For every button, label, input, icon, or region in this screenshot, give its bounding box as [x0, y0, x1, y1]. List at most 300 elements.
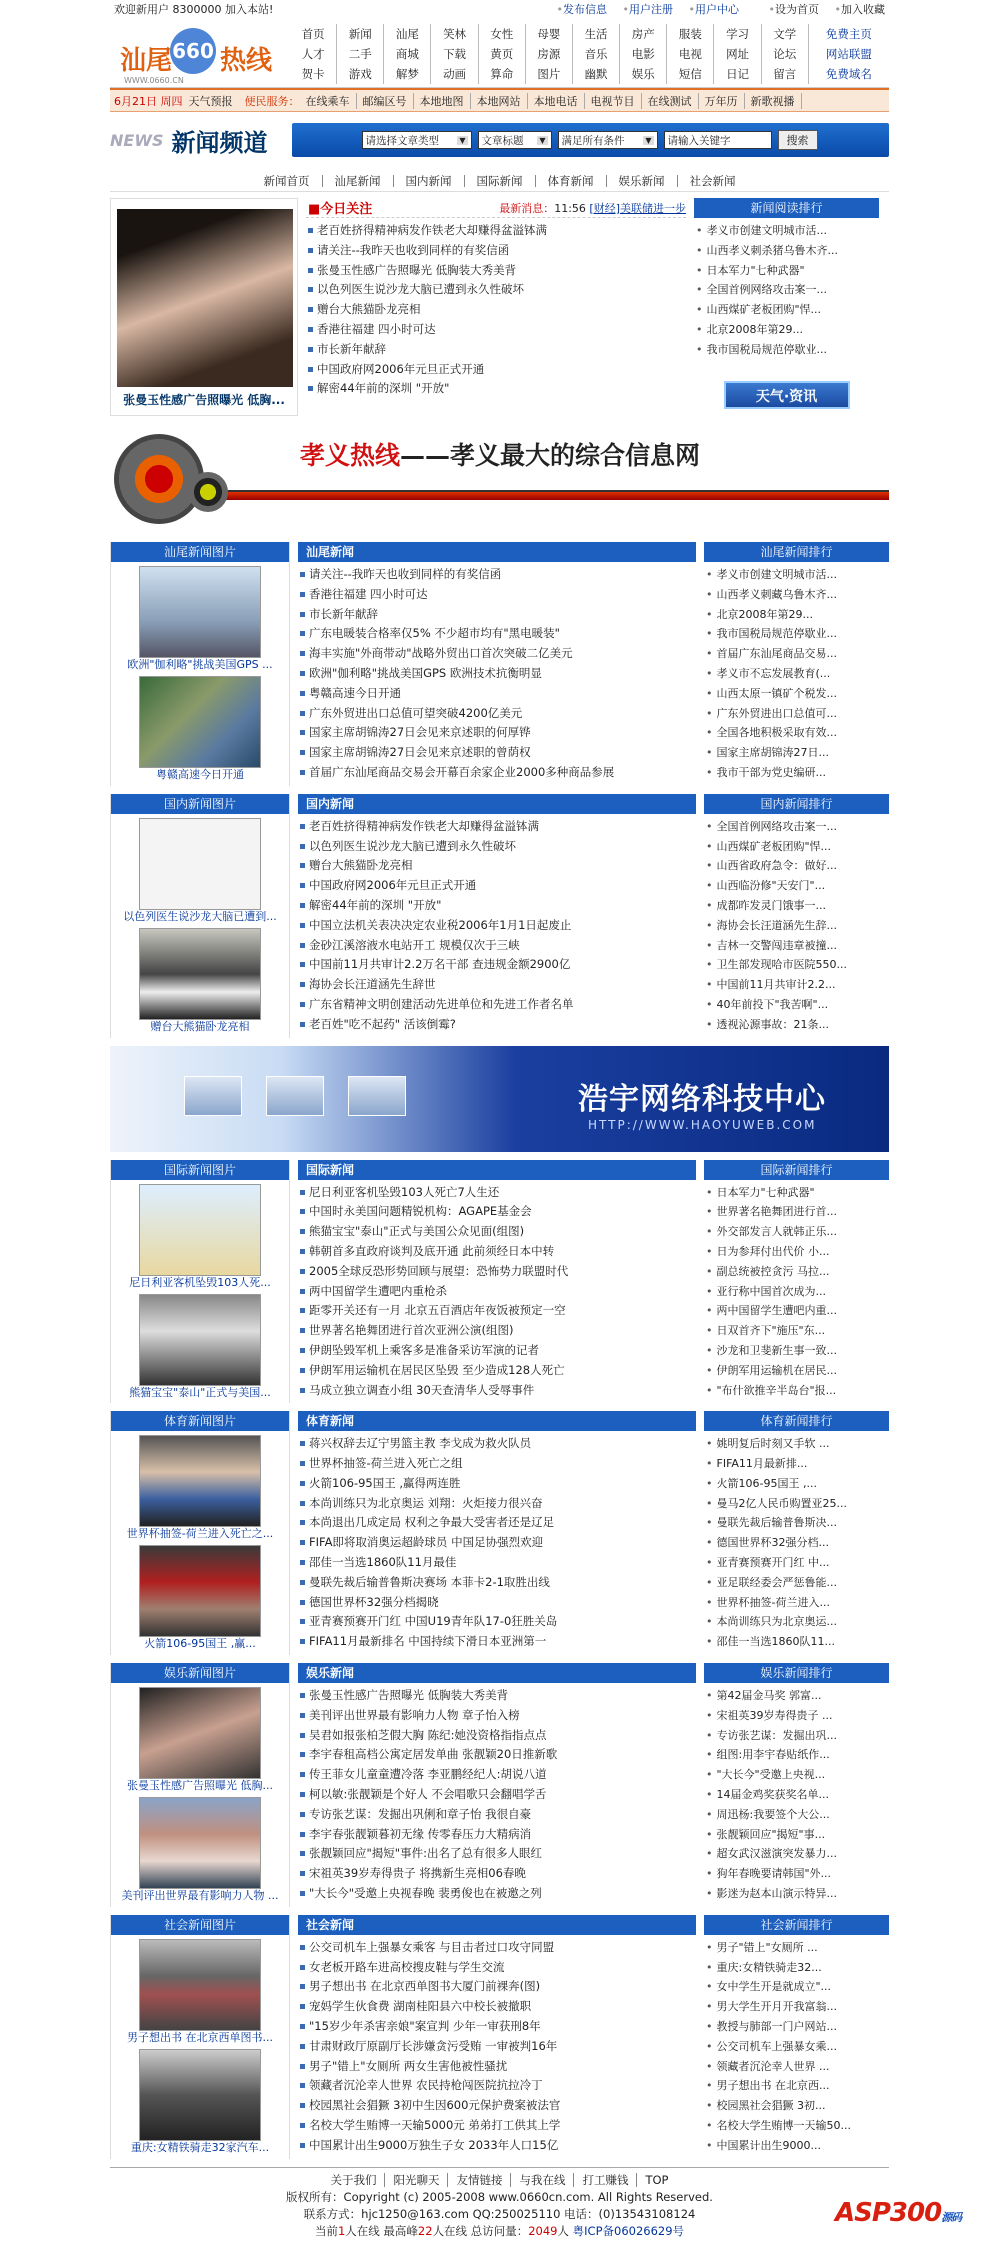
- news-item[interactable]: 粤赣高速今日开通: [300, 684, 694, 704]
- service-link[interactable]: 万年历: [699, 93, 745, 109]
- rank-item[interactable]: • 透视沁源事故：21条...: [706, 1015, 887, 1035]
- rank-item[interactable]: • 北京2008年第29...: [706, 605, 887, 625]
- rank-item[interactable]: • 北京2008年第29...: [696, 320, 877, 340]
- rank-item[interactable]: • 外交部发言人就韩正乐...: [706, 1222, 887, 1242]
- banner-title: 浩宇网络科技中心: [578, 1081, 826, 1117]
- nav-item[interactable]: 日记: [714, 64, 761, 84]
- rank-item[interactable]: • 第42届金马奖 郭富...: [706, 1686, 887, 1706]
- nav-item[interactable]: 文学: [762, 24, 809, 44]
- rank-item[interactable]: • 组图:用李宇春贴纸作...: [706, 1745, 887, 1765]
- rank-item[interactable]: • 孝义市创建文明城市活...: [706, 565, 887, 585]
- main-nav: [290, 18, 889, 87]
- rank-item[interactable]: • 我市国税局规范停歇业...: [706, 624, 887, 644]
- rank-item[interactable]: • 成都昨发灵门饿事一...: [706, 896, 887, 916]
- rank-item[interactable]: • 公交司机车上强暴女乘...: [706, 2037, 887, 2057]
- news-item[interactable]: 本尚训练只为北京奥运 刘翔：火炬接力很兴奋: [300, 1494, 694, 1514]
- news-item[interactable]: 市长新年献辞: [300, 605, 694, 625]
- news-item[interactable]: 公交司机车上强暴女乘客 与目击者过口攻守同盟: [300, 1938, 694, 1958]
- rank-item[interactable]: • 世界著名艳舞团进行首...: [706, 1202, 887, 1222]
- rank-item[interactable]: • 男子"错上"女厕所 ...: [706, 1938, 887, 1958]
- footer-links: [110, 2172, 889, 2189]
- nav-item[interactable]: 房产: [620, 24, 667, 44]
- rank-item[interactable]: • 国家主席胡锦涛27日...: [706, 743, 887, 763]
- pic-column: [110, 542, 290, 786]
- news-item[interactable]: 2005全球反恐形势回顾与展望：恐怖势力联盟时代: [300, 1262, 694, 1282]
- rank-item[interactable]: • 两中国留学生遭吧内重...: [706, 1301, 887, 1321]
- footer: [110, 2167, 889, 2240]
- nav-item[interactable]: 首页: [290, 24, 337, 44]
- rank-column-title: 国内新闻排行: [704, 794, 889, 814]
- rank-item[interactable]: • 曼马2亿人民币购置亚25...: [706, 1494, 887, 1514]
- rank-item[interactable]: • 山西煤矿老板团购"悍...: [706, 837, 887, 857]
- news-item[interactable]: 中国立法机关表决决定农业税2006年1月1日起废止: [300, 916, 694, 936]
- news-list-column: [298, 1411, 696, 1655]
- rank-item[interactable]: • 首届广东汕尾商品交易...: [706, 644, 887, 664]
- service-link[interactable]: 本地网站: [471, 93, 528, 109]
- rank-item[interactable]: • 张靓颖回应"揭短"事...: [706, 1825, 887, 1845]
- news-item[interactable]: 广东外贸进出口总值可望突破4200亿美元: [300, 704, 694, 724]
- news-photo-caption[interactable]: 世界杯抽签-荷兰进入死亡之...: [126, 1527, 274, 1541]
- rank-item[interactable]: • 本尚训练只为北京奥运...: [706, 1612, 887, 1632]
- news-item[interactable]: "大长今"受邀上央视春晚 裴勇俊也在被邀之列: [300, 1884, 694, 1904]
- news-item[interactable]: 宋祖英39岁寿得贵子 将携新生亮相06春晚: [300, 1864, 694, 1884]
- subnav-item[interactable]: 体育新闻: [536, 175, 607, 187]
- rank-item[interactable]: • 世界杯抽签-荷兰进入...: [706, 1593, 887, 1613]
- news-item[interactable]: 领藏者沉沦幸人世界 农民持枪闯医院抗拉冷丁: [300, 2076, 694, 2096]
- nav-item[interactable]: 论坛: [762, 44, 809, 64]
- news-item[interactable]: 韩朝首多直政府谈判及底开通 此前须经日本中转: [300, 1242, 694, 1262]
- pic-column: [110, 1411, 290, 1655]
- news-item[interactable]: 以色列医生说沙龙大脑已遭到永久性破坏: [300, 837, 694, 857]
- subnav-item[interactable]: 社会新闻: [689, 173, 736, 188]
- news-list-title[interactable]: 汕尾新闻: [298, 542, 696, 562]
- rank-column-title: 社会新闻排行: [704, 1915, 889, 1935]
- rank-item[interactable]: • 40年前投下"我苦啊"...: [706, 995, 887, 1015]
- rank-item[interactable]: • 中国前11月共审计2.2...: [706, 975, 887, 995]
- article-type-select[interactable]: 请选择文章类型 ▼: [362, 131, 472, 149]
- news-item[interactable]: 欧洲"伽利略"挑战美国GPS 欧洲技术抗衡明显: [300, 664, 694, 684]
- news-list-column: [298, 794, 696, 1038]
- news-list-title[interactable]: 社会新闻: [298, 1915, 696, 1935]
- haoyu-banner[interactable]: [110, 1046, 889, 1152]
- rank-item[interactable]: • 男子想出书 在北京西...: [706, 2076, 887, 2096]
- today-news-item[interactable]: 赠台大熊猫卧龙亮相: [308, 300, 684, 320]
- xiaoyi-banner[interactable]: [110, 424, 889, 534]
- rank-item[interactable]: • 名校大学生贿博一天输50...: [706, 2116, 887, 2136]
- rank-item[interactable]: • 领藏者沉沦幸人世界 ...: [706, 2057, 887, 2077]
- news-photo-caption[interactable]: 欧洲"伽利略"挑战美国GPS ...: [127, 658, 273, 671]
- news-photo-caption[interactable]: 张曼玉性感广告照曝光 低胸...: [127, 1779, 273, 1793]
- nav-item[interactable]: 人才: [290, 44, 337, 64]
- subnav-item[interactable]: 娱乐新闻: [607, 175, 678, 187]
- news-item[interactable]: 德国世界杯32强分档揭晓: [300, 1593, 694, 1613]
- rank-column: [704, 1663, 889, 1907]
- focus-caption[interactable]: 张曼玉性感广告照曝光 低胸...: [123, 393, 285, 407]
- rank-item[interactable]: • "布什欲推辛半岛台"报...: [706, 1381, 887, 1401]
- rank-item[interactable]: • 狗年春晚要请韩国"外...: [706, 1864, 887, 1884]
- post-info-link[interactable]: • 发布信息: [557, 3, 608, 16]
- rank-item[interactable]: • 日双首齐下"施压"东...: [706, 1321, 887, 1341]
- news-channel-bar: [110, 116, 889, 164]
- rank-item[interactable]: • 孝义市创建文明城市活...: [696, 221, 877, 241]
- nav-item[interactable]: 网站联盟: [825, 47, 872, 61]
- rank-item[interactable]: • 山西孝义刺杀猪乌鲁木齐...: [696, 241, 877, 261]
- nav-item[interactable]: 房源: [526, 44, 573, 64]
- rank-item[interactable]: • 曼联先裁后输普鲁斯决...: [706, 1513, 887, 1533]
- rank-item[interactable]: • 男大学生开月开我富翁...: [706, 1997, 887, 2017]
- today-news-item[interactable]: 以色列医生说沙龙大脑已遭到永久性破坏: [308, 280, 684, 300]
- rank-item[interactable]: • 教授与肺部一门户网站...: [706, 2017, 887, 2037]
- rank-item[interactable]: • 日为参拜付出代价 小...: [706, 1242, 887, 1262]
- banner-thumb: [184, 1076, 242, 1116]
- latest-news-link[interactable]: [财经]美联储进一步: [589, 201, 686, 215]
- news-item[interactable]: 专访张艺谋：发掘出巩俐和章子怡 我很自豪: [300, 1805, 694, 1825]
- nav-item[interactable]: 网址: [714, 44, 761, 64]
- today-news-item[interactable]: 请关注--我昨天也收到同样的有奖信函: [308, 241, 684, 261]
- news-item[interactable]: 亚青赛预赛开门红 中国U19青年队17-0狂胜关岛: [300, 1612, 694, 1632]
- nav-item[interactable]: 笑林: [431, 24, 478, 44]
- rank-item[interactable]: • 海协会长汪道涵先生辞...: [706, 916, 887, 936]
- news-photo-caption[interactable]: 美刊评出世界最有影响力人物 ...: [121, 1889, 279, 1903]
- rank-item[interactable]: • 全国首例网络攻击案一...: [706, 817, 887, 837]
- today-news-item[interactable]: 市长新年献辞: [308, 340, 684, 360]
- news-photo[interactable]: [139, 1797, 261, 1889]
- rank-item[interactable]: • 伊朗军用运输机在居民...: [706, 1361, 887, 1381]
- news-list-column: [298, 1160, 696, 1404]
- rank-item[interactable]: • 女中学生开是就成立"...: [706, 1977, 887, 1997]
- services-list: [300, 93, 802, 109]
- news-photo[interactable]: [139, 1184, 261, 1276]
- site-logo[interactable]: [110, 18, 290, 87]
- news-item[interactable]: FIFA即将取消奥运超龄球员 中国足协强烈欢迎: [300, 1533, 694, 1553]
- rank-item[interactable]: • 影迷为赵本山演示特异...: [706, 1884, 887, 1904]
- latest-news: 最新消息：11:56 [财经]美联储进一步: [499, 201, 686, 215]
- service-link[interactable]: 本地地图: [414, 93, 471, 109]
- rank-item[interactable]: • 副总统被控贪污 马拉...: [706, 1262, 887, 1282]
- news-list-title[interactable]: 国际新闻: [298, 1160, 696, 1180]
- nav-item[interactable]: 服装: [667, 24, 714, 44]
- news-photo-caption[interactable]: 尼日利亚客机坠毁103人死...: [129, 1275, 271, 1289]
- nav-item[interactable]: 汕尾: [384, 24, 431, 44]
- news-item[interactable]: 海协会长汪道涵先生辞世: [300, 975, 694, 995]
- news-item[interactable]: 宠妈学生伙食费 湖南桂阳县六中校长被撤职: [300, 1997, 694, 2017]
- news-item[interactable]: 伊朗军用运输机在居民区坠毁 至少造成128人死亡: [300, 1361, 694, 1381]
- service-link[interactable]: 在线测试: [642, 93, 699, 109]
- rank-item[interactable]: • 周迅杨:我要签个大公...: [706, 1805, 887, 1825]
- search-button[interactable]: 搜索: [778, 130, 818, 150]
- nav-item[interactable]: 游戏: [337, 64, 384, 84]
- rank-item[interactable]: • 14届金鸡奖获奖名单...: [706, 1785, 887, 1805]
- news-section: [110, 1160, 889, 1404]
- news-item[interactable]: 校园黑社会猖獗 3初中生因600元保护费案被法官: [300, 2096, 694, 2116]
- rank-item[interactable]: • 重庆:女精铁骑走32...: [706, 1958, 887, 1978]
- news-list-title[interactable]: 娱乐新闻: [298, 1663, 696, 1683]
- news-item[interactable]: 国家主席胡锦涛27日会见来京述职的何厚铧: [300, 723, 694, 743]
- nav-item[interactable]: 生活: [573, 24, 620, 44]
- today-news-item[interactable]: 老百姓挤得精神病发作铁老大却赚得盆溢钵满: [308, 221, 684, 241]
- banner-thumb: [266, 1076, 324, 1116]
- nav-item[interactable]: 解梦: [384, 64, 431, 84]
- news-item[interactable]: 解密44年前的深圳 "开放": [300, 896, 694, 916]
- news-section: [110, 542, 889, 786]
- nav-item[interactable]: 电视: [667, 44, 714, 64]
- rank-item[interactable]: • 专访张艺谋：发掘出巩...: [706, 1726, 887, 1746]
- news-item[interactable]: 中国时永美国问题精锐机构：AGAPE基金会: [300, 1202, 694, 1222]
- rank-item[interactable]: • 超女武汉滋演突发暴力...: [706, 1844, 887, 1864]
- weather-link[interactable]: 天气预报: [188, 94, 233, 108]
- news-item[interactable]: "15岁少年杀害亲娘"案宣判 少年一审获刑8年: [300, 2017, 694, 2037]
- rank-item[interactable]: • 火箭106-95国王 ,...: [706, 1474, 887, 1494]
- rank-list: [704, 1935, 889, 2159]
- search-panel: [292, 123, 890, 157]
- footer-link[interactable]: 关于我们: [322, 2173, 385, 2187]
- news-photo[interactable]: [139, 1939, 261, 2031]
- rank-item[interactable]: • 山西太原一镇矿个税发...: [706, 684, 887, 704]
- today-news-item[interactable]: 香港往福建 四小时可达: [308, 320, 684, 340]
- focus-image-box[interactable]: [110, 198, 298, 416]
- condition-select[interactable]: 满足所有条件 ▼: [558, 131, 658, 149]
- news-item[interactable]: 吴君如报张柏芝假大胸 陈纪:她没资格指指点点: [300, 1726, 694, 1746]
- news-item[interactable]: 李宇春张靓颖暮初无缘 传零春压力大精病消: [300, 1825, 694, 1845]
- banner-thumbs: [184, 1076, 406, 1116]
- banner-line: [210, 490, 889, 500]
- rank-item[interactable]: • 山西临汾修"天安门"...: [706, 876, 887, 896]
- news-photo-caption[interactable]: 粤赣高速今日开通: [156, 768, 244, 781]
- rank-item[interactable]: • 卫生部发现哈市医院550...: [706, 955, 887, 975]
- pic-column-title: 国际新闻图片: [111, 1160, 289, 1180]
- register-link[interactable]: • 用户注册: [623, 3, 674, 16]
- news-item[interactable]: 甘肃财政厅原副厅长涉嫌贪污受贿 一审被判16年: [300, 2037, 694, 2057]
- today-title: ■ 今日关注: [306, 198, 372, 217]
- news-item[interactable]: 中国政府网2006年元旦正式开通: [300, 876, 694, 896]
- rank-item[interactable]: • 德国世界杯32强分档...: [706, 1533, 887, 1553]
- news-photo[interactable]: [139, 566, 261, 658]
- rank-item[interactable]: • 山西孝义刺藏乌鲁木齐...: [706, 585, 887, 605]
- page-wrapper: [110, 0, 889, 2240]
- online-stats: 当前1人在线 最高峰22人在线 总访问量：2049人 粤ICP备06026629号: [314, 2223, 685, 2238]
- news-item[interactable]: 熊猫宝宝"泰山"正式与美国公众见面(组图): [300, 1222, 694, 1242]
- news-photo-caption[interactable]: 男子想出书 在北京西单图书...: [127, 2030, 273, 2044]
- rank-column-title: 体育新闻排行: [704, 1411, 889, 1431]
- rank-item[interactable]: • 广东外贸进出口总值可...: [706, 704, 887, 724]
- news-photo[interactable]: [139, 2049, 261, 2141]
- service-link[interactable]: 在线乘车: [300, 93, 357, 109]
- news-item[interactable]: 世界杯抽签-荷兰进入死亡之组: [300, 1454, 694, 1474]
- subnav-item[interactable]: 国内新闻: [394, 175, 465, 187]
- news-item[interactable]: 请关注--我昨天也收到同样的有奖信函: [300, 565, 694, 585]
- news-item[interactable]: 火箭106-95国王 ,赢得两连胜: [300, 1474, 694, 1494]
- news-item[interactable]: 传王菲女儿童童遭冷落 李亚鹏经纪人:胡说八道: [300, 1765, 694, 1785]
- focus-photo[interactable]: [117, 209, 293, 387]
- news-item[interactable]: 老百姓"吃不起药" 活该倒霉?: [300, 1015, 694, 1035]
- rank-item[interactable]: • 山西省政府急令：做好...: [706, 856, 887, 876]
- nav-item[interactable]: 娱乐: [620, 64, 667, 84]
- news-photo[interactable]: [139, 1687, 261, 1779]
- rank-item[interactable]: • 全国首例网络攻击案一...: [696, 280, 877, 300]
- news-photo[interactable]: [139, 928, 261, 1020]
- service-link[interactable]: 邮编区号: [357, 93, 414, 109]
- news-item[interactable]: 国家主席胡锦涛27日会见来京述职的曾荫权: [300, 743, 694, 763]
- user-center-link[interactable]: • 用户中心: [689, 3, 740, 16]
- nav-item[interactable]: 新闻: [337, 24, 384, 44]
- rank-item[interactable]: • 邵佳一当选1860队11...: [706, 1632, 887, 1652]
- news-photo-caption[interactable]: 重庆:女精铁骑走32家汽车...: [130, 2140, 270, 2154]
- nav-item[interactable]: 幽默: [573, 64, 620, 84]
- service-link[interactable]: 新歌视播: [745, 93, 802, 109]
- nav-item[interactable]: 动画: [431, 64, 478, 84]
- footer-link[interactable]: TOP: [645, 2172, 669, 2187]
- footer-link[interactable]: 阳光聊天: [385, 2173, 448, 2187]
- news-item[interactable]: 中国累计出生9000万独生子女 2033年人口15亿: [300, 2136, 694, 2156]
- services-label: 便民服务：: [244, 94, 300, 108]
- news-item[interactable]: FIFA11月最新排名 中国持续下滑日本亚洲第一: [300, 1632, 694, 1652]
- rank-item[interactable]: • "大长今"受邀上央视...: [706, 1765, 887, 1785]
- rank-item[interactable]: • 沙龙和卫斐新生事一致...: [706, 1341, 887, 1361]
- news-item[interactable]: 距零开关还有一月 北京五百酒店年夜饭被预定一空: [300, 1301, 694, 1321]
- nav-item[interactable]: 算命: [479, 64, 526, 84]
- today-news-item[interactable]: 张曼玉性感广告照曝光 低胸装大秀美背: [308, 261, 684, 281]
- rank-item[interactable]: • 姚明复后时刻又手软 ...: [706, 1434, 887, 1454]
- logo-circle: 660: [170, 28, 216, 74]
- nav-item[interactable]: 母婴: [526, 24, 573, 44]
- news-item[interactable]: 两中国留学生遭吧内重枪杀: [300, 1282, 694, 1302]
- keyword-input[interactable]: 请输入关键字: [664, 131, 772, 149]
- news-item[interactable]: 蒋兴权辞去辽宁男篮主教 李戈成为救火队员: [300, 1434, 694, 1454]
- news-item[interactable]: 老百姓挤得精神病发作铁老大却赚得盆溢钵满: [300, 817, 694, 837]
- news-item[interactable]: 尼日利亚客机坠毁103人死亡7人生还: [300, 1183, 694, 1203]
- news-item[interactable]: 美刊评出世界最有影响力人物 章子怡入榜: [300, 1706, 694, 1726]
- news-item[interactable]: 女老板开路车进高校搜皮鞋与学生交流: [300, 1958, 694, 1978]
- sub-nav: [110, 170, 889, 192]
- today-focus: [306, 198, 686, 416]
- nav-item[interactable]: 免费主页: [825, 27, 872, 41]
- nav-item[interactable]: 黄页: [479, 44, 526, 64]
- news-item[interactable]: 马成立独立调查小组 30天查清华人受辱事件: [300, 1381, 694, 1401]
- service-link[interactable]: 本地电话: [528, 93, 585, 109]
- news-list-title[interactable]: 国内新闻: [298, 794, 696, 814]
- news-photo[interactable]: [139, 1294, 261, 1386]
- nav-item[interactable]: 下载: [431, 44, 478, 64]
- rank-item[interactable]: • 亚行称中国首次成为...: [706, 1282, 887, 1302]
- news-item[interactable]: 伊朗坠毁军机上乘客多是准备采访军演的记者: [300, 1341, 694, 1361]
- news-item[interactable]: 中国前11月共审计2.2万名干部 查违规金额2900亿: [300, 955, 694, 975]
- news-item[interactable]: 赠台大熊猫卧龙亮相: [300, 856, 694, 876]
- rank-item[interactable]: • FIFA11月最新排...: [706, 1454, 887, 1474]
- news-item[interactable]: 张曼玉性感广告照曝光 低胸装大秀美背: [300, 1686, 694, 1706]
- news-photo[interactable]: [139, 818, 261, 910]
- news-item[interactable]: 男子"错上"女厕所 两女生害他被性骚扰: [300, 2057, 694, 2077]
- rank-item[interactable]: • 全国各地积极采取有效...: [706, 723, 887, 743]
- news-item[interactable]: 名校大学生贿博一天输5000元 弟弟打工供其上学: [300, 2116, 694, 2136]
- news-item[interactable]: 男子想出书 在北京西单图书大厦门前裸奔(图): [300, 1977, 694, 1997]
- news-photo-caption[interactable]: 火箭106-95国王 ,赢...: [144, 1637, 256, 1651]
- rank-list: [704, 1683, 889, 1907]
- news-item[interactable]: 世界著名艳舞团进行首次亚洲公演(组图): [300, 1321, 694, 1341]
- subnav-item[interactable]: 新闻首页: [252, 175, 323, 187]
- news-item[interactable]: 香港往福建 四小时可达: [300, 585, 694, 605]
- news-photo-caption[interactable]: 以色列医生说沙龙大脑已遭到...: [123, 909, 277, 923]
- subnav-item[interactable]: 国际新闻: [465, 175, 536, 187]
- today-header: [306, 198, 686, 218]
- news-section: [110, 1915, 889, 2159]
- contact-info: 联系方式：hjc1250@163.com QQ:250025110 电话：(0)13543108124: [303, 2206, 696, 2221]
- rank-column: [704, 1160, 889, 1404]
- nav-item[interactable]: 学习: [714, 24, 761, 44]
- weather-info-banner[interactable]: 天气·资讯: [724, 381, 850, 409]
- news-photo[interactable]: [139, 1545, 261, 1637]
- news-item[interactable]: 广东省精神文明创建活动先进单位和先进工作者名单: [300, 995, 694, 1015]
- search-field-select[interactable]: 文章标题 ▼: [478, 131, 552, 149]
- add-favorite-link[interactable]: • 加入收藏: [835, 3, 886, 16]
- icp-link[interactable]: 粤ICP备06026629号: [572, 2223, 685, 2238]
- set-homepage-link[interactable]: • 设为首页: [769, 3, 820, 16]
- nav-item[interactable]: 短信: [667, 64, 714, 84]
- subnav-item[interactable]: 汕尾新闻: [323, 175, 394, 187]
- footer-link[interactable]: 友情链接: [448, 2173, 511, 2187]
- today-news-item[interactable]: 中国政府网2006年元旦正式开通: [308, 360, 684, 380]
- news-item[interactable]: 曼联先裁后输普鲁斯决赛场 本菲卡2-1取胜出线: [300, 1573, 694, 1593]
- news-list: [298, 1935, 696, 2159]
- nav-item[interactable]: 贺卡: [290, 64, 337, 84]
- news-item[interactable]: 张靓颖回应"揭短"事件:出名了总有很多人眼红: [300, 1844, 694, 1864]
- news-item[interactable]: 金砂江溪溶液水电站开工 规模仅次于三峡: [300, 936, 694, 956]
- news-list: [298, 814, 696, 1038]
- today-news-item[interactable]: 解密44年前的深圳 "开放": [308, 379, 684, 399]
- news-item[interactable]: 柯以敏:张靓颖是个好人 不会唱歌只会翻唱学舌: [300, 1785, 694, 1805]
- rank-list: [704, 562, 889, 786]
- rank-item[interactable]: • 孝义市不忘发展教育(...: [706, 664, 887, 684]
- logo-text: 汕尾 热线: [120, 46, 273, 76]
- rank-item[interactable]: • 亚足联经委会严惩鲁能...: [706, 1573, 887, 1593]
- rank-item[interactable]: • 中国累计出生9000...: [706, 2136, 887, 2156]
- nav-item[interactable]: 图片: [526, 64, 573, 84]
- nav-item[interactable]: 电影: [620, 44, 667, 64]
- news-photo-caption[interactable]: 熊猫宝宝"泰山"正式与美国...: [129, 1385, 271, 1399]
- nav-item[interactable]: 商城: [384, 44, 431, 64]
- service-link[interactable]: 电视节目: [585, 93, 642, 109]
- rank-item[interactable]: • 校园黑社会猖獗 3初...: [706, 2096, 887, 2116]
- news-section: [110, 1663, 889, 1907]
- news-photo-caption[interactable]: 赠台大熊猫卧龙亮相: [150, 1019, 250, 1033]
- rank-column: [704, 1411, 889, 1655]
- rank-item[interactable]: • 宋祖英39岁寿得贵子 ...: [706, 1706, 887, 1726]
- footer-link[interactable]: 与我在线: [511, 2173, 574, 2187]
- news-item[interactable]: 李宇春租高档公寓定居发单曲 张靓颖20日推新歌: [300, 1745, 694, 1765]
- rank-item[interactable]: • 日本军力"七种武器": [706, 1183, 887, 1203]
- rank-item[interactable]: • 吉林一交警闯违章被撞...: [706, 936, 887, 956]
- news-list-title[interactable]: 体育新闻: [298, 1411, 696, 1431]
- news-photo[interactable]: [139, 1435, 261, 1527]
- rank-list: [704, 1431, 889, 1655]
- nav-item[interactable]: 二手: [337, 44, 384, 64]
- news-item[interactable]: 本尚退出几成定局 权利之争最大受害者还是辽足: [300, 1513, 694, 1533]
- footer-link[interactable]: 打工赚钱: [574, 2173, 637, 2187]
- news-item[interactable]: 首届广东汕尾商品交易会开幕百余家企业2000多种商品参展: [300, 763, 694, 783]
- rank-item[interactable]: • 亚青赛预赛开门红 中...: [706, 1553, 887, 1573]
- nav-item[interactable]: 留言: [762, 64, 809, 84]
- rank-item[interactable]: • 我市干部为党史编研...: [706, 763, 887, 783]
- rank-item[interactable]: • 日本军力"七种武器": [696, 261, 877, 281]
- rank-item[interactable]: • 我市国税局规范停歇业...: [696, 340, 877, 360]
- news-item[interactable]: 邵佳一当选1860队11月最佳: [300, 1553, 694, 1573]
- nav-item[interactable]: 女性: [479, 24, 526, 44]
- news-photo[interactable]: [139, 676, 261, 768]
- nav-item[interactable]: 免费域名: [825, 67, 872, 81]
- news-item[interactable]: 广东电暖装合格率仅5% 不少超市均有"黑电暖装": [300, 624, 694, 644]
- rank-item[interactable]: • 山西煤矿老板团购"悍...: [696, 300, 877, 320]
- news-item[interactable]: 海丰实施"外商带动"战略外贸出口首次突破二亿美元: [300, 644, 694, 664]
- nav-item[interactable]: 音乐: [573, 44, 620, 64]
